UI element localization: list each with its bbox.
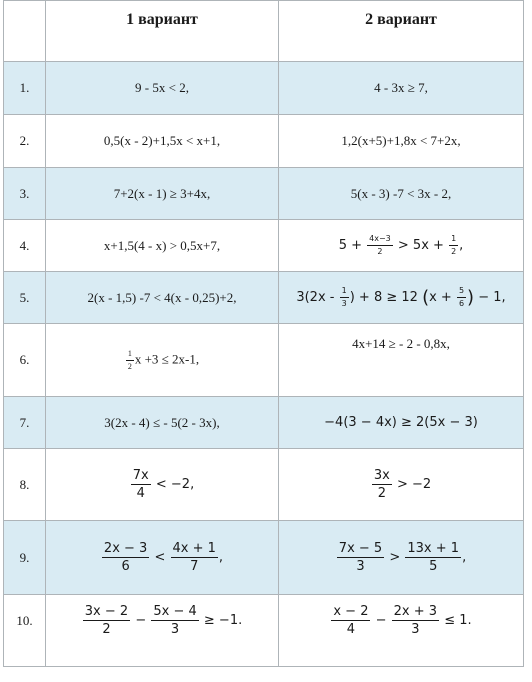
variant-2-inequality	[279, 449, 524, 521]
fraction	[126, 350, 134, 371]
inequalities-table	[3, 0, 524, 667]
fraction-numerator: 3x − 2	[84, 604, 129, 619]
fraction	[405, 542, 461, 573]
fraction	[337, 542, 384, 573]
variant-2-inequality: 1,2(x+5)+1,8x < 7+2x,	[279, 115, 524, 168]
fraction-numerator: 1	[449, 235, 458, 246]
fraction-numerator: 2x + 3	[393, 604, 438, 619]
fraction	[372, 469, 392, 500]
expr-part: ≤ 1.	[444, 613, 472, 628]
expr-part: − 1,	[478, 290, 506, 305]
variant-2-inequality	[279, 220, 524, 272]
fraction-denominator: 2	[377, 247, 383, 256]
fraction-numerator: 7x	[132, 468, 149, 483]
fraction	[151, 605, 198, 636]
close-paren: )	[467, 287, 475, 308]
fraction	[171, 542, 218, 573]
fraction-numerator: 13x + 1	[407, 541, 460, 556]
table-row	[4, 449, 524, 521]
variant-1-inequality: 0,5(x - 2)+1,5x < x+1,	[46, 115, 279, 168]
variant-1-inequality: 3(2x - 4) ≤ - 5(2 - 3x),	[46, 397, 279, 449]
fraction-numerator: 5x − 4	[153, 604, 197, 619]
fraction-numerator: 4x + 1	[172, 541, 216, 556]
row-number: 6.	[4, 324, 46, 397]
fraction-numerator: 4x−3	[367, 235, 393, 246]
expr-part: < −2,	[155, 477, 195, 492]
fraction-numerator: x − 2	[333, 604, 369, 619]
fraction-numerator: 5	[457, 287, 466, 298]
expr-part: x +3 ≤ 2x-1,	[134, 350, 200, 366]
header-number-cell	[4, 1, 46, 62]
header-variant-2: 2 вариант	[279, 1, 524, 62]
expr-part: ) + 8 ≥ 12	[349, 290, 418, 305]
header-variant-1: 1 вариант	[46, 1, 279, 62]
fraction-denominator: 2	[102, 622, 111, 637]
operator: −	[375, 613, 387, 628]
expr-part: > −2	[396, 477, 432, 492]
fraction-denominator: 4	[346, 622, 356, 637]
header-row	[4, 1, 524, 62]
expr-part: > 5x +	[397, 238, 444, 253]
expr-part: ,	[218, 550, 224, 565]
fraction	[340, 287, 349, 308]
fraction	[392, 605, 439, 636]
operator: −	[135, 613, 147, 628]
fraction	[131, 469, 151, 500]
variant-2-inequality	[279, 595, 524, 667]
fraction	[102, 542, 149, 573]
fraction	[331, 605, 370, 636]
operator: <	[154, 550, 166, 565]
expr-part: x +	[429, 290, 452, 305]
table-row	[4, 397, 524, 449]
expr-part: ≥ −1.	[203, 613, 243, 628]
variant-1-inequality	[46, 449, 279, 521]
fraction-numerator: 1	[340, 287, 349, 298]
table-row	[4, 168, 524, 220]
variant-2-inequality: 4 - 3x ≥ 7,	[279, 62, 524, 115]
row-number: 10.	[4, 595, 46, 667]
variant-1-inequality: 7+2(x - 1) ≥ 3+4x,	[46, 168, 279, 220]
fraction-denominator: 3	[341, 299, 347, 308]
variant-2-inequality	[279, 272, 524, 324]
row-number: 7.	[4, 397, 46, 449]
fraction-denominator: 2	[377, 486, 386, 501]
row-number: 5.	[4, 272, 46, 324]
table-row	[4, 220, 524, 272]
table-row	[4, 324, 524, 397]
fraction-numerator: 2x − 3	[103, 541, 148, 556]
variant-1-inequality: 9 - 5x < 2,	[46, 62, 279, 115]
row-number: 4.	[4, 220, 46, 272]
variant-2-inequality: 5(x - 3) -7 < 3x - 2,	[279, 168, 524, 220]
expr-part: ,	[459, 238, 464, 253]
fraction	[83, 605, 130, 636]
variant-1-inequality: x+1,5(4 - x) > 0,5x+7,	[46, 220, 279, 272]
expr-part: 5 +	[338, 238, 362, 253]
variant-2-inequality	[279, 521, 524, 595]
row-number: 1.	[4, 62, 46, 115]
fraction	[449, 235, 458, 256]
fraction-denominator: 3	[411, 622, 420, 637]
table-row	[4, 595, 524, 667]
variant-1-inequality	[46, 595, 279, 667]
variant-2-inequality: −4(3 − 4x) ≥ 2(5x − 3)	[279, 397, 524, 449]
table-row	[4, 272, 524, 324]
table-row	[4, 521, 524, 595]
row-number: 3.	[4, 168, 46, 220]
operator: >	[389, 550, 401, 565]
fraction-denominator: 3	[356, 559, 365, 574]
fraction-denominator: 5	[429, 559, 438, 574]
expr-part: ,	[462, 550, 467, 565]
row-number: 2.	[4, 115, 46, 168]
variant-2-inequality: 4x+14 ≥ - 2 - 0,8x,	[279, 324, 524, 397]
fraction	[367, 235, 393, 256]
fraction-denominator: 7	[190, 559, 199, 574]
table-row	[4, 62, 524, 115]
expr-part: 3(2x -	[296, 290, 335, 305]
fraction-denominator: 2	[127, 361, 132, 371]
fraction-denominator: 6	[121, 559, 130, 574]
fraction	[457, 287, 466, 308]
fraction-denominator: 6	[458, 299, 465, 308]
fraction-denominator: 2	[451, 247, 457, 256]
row-number: 9.	[4, 521, 46, 595]
fraction-numerator: 7x − 5	[338, 541, 383, 556]
variant-1-inequality	[46, 521, 279, 595]
fraction-denominator: 3	[170, 622, 180, 637]
row-number: 8.	[4, 449, 46, 521]
variant-1-inequality: 2(x - 1,5) -7 < 4(x - 0,25)+2,	[46, 272, 279, 324]
table-row	[4, 115, 524, 168]
fraction-denominator: 4	[136, 486, 145, 501]
fraction-numerator: 3x	[373, 468, 390, 483]
fraction-numerator: 1	[126, 350, 134, 361]
variant-1-inequality	[46, 324, 279, 397]
open-paren: (	[422, 287, 430, 308]
